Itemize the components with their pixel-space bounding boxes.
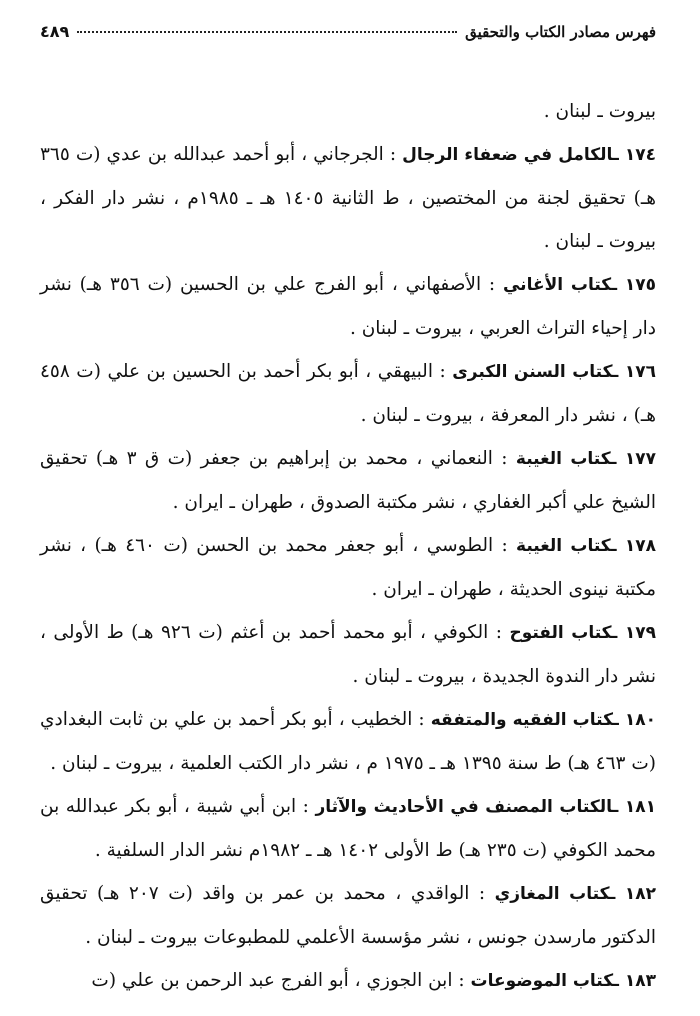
continued-line: بيروت ـ لبنان . <box>543 101 656 122</box>
page-number: ٤٨٩ <box>40 22 70 41</box>
bibliography-entry <box>40 959 656 1003</box>
bibliography-entry <box>40 698 656 785</box>
entry-number: ١٨١ ـ <box>612 797 656 817</box>
entry-title: كتاب الفتوح <box>509 623 612 643</box>
entry-number: ١٨٠ ـ <box>612 710 656 730</box>
entry-title: كتاب الغيبة <box>515 449 611 469</box>
bibliography-list <box>40 90 656 1003</box>
entry-details: : ابن الجوزي ، أبو الفرج عبد الرحمن بن علي (ت <box>91 970 465 991</box>
header-dot-leader <box>77 31 457 33</box>
bibliography-entry <box>40 524 656 611</box>
entry-title: كتاب الموضوعات <box>470 971 614 991</box>
entry-details: : الأصفهاني ، أبو الفرج علي بن الحسين (ت ٣٥٦ هـ) نشر دار إحياء التراث العربي ، بيروت ـ لبنان . <box>40 274 656 339</box>
entry-title: الكتاب المصنف في الأحاديث والآثار <box>315 797 613 817</box>
entry-details: : البيهقي ، أبو بكر أحمد بن الحسين بن علي (ت ٤٥٨ هـ) ، نشر دار المعرفة ، بيروت ـ لبنان . <box>40 361 656 426</box>
entry-details: : الجرجاني ، أبو أحمد عبدالله بن عدي (ت ٣٦٥ هـ) تحقيق لجنة من المختصين ، ط الثانية ١٤٠٥ هـ ـ ١٩٨٥م ، نشر دار الفكر ، بيروت ـ لبنان . <box>40 144 656 252</box>
entry-details: : الخطيب ، أبو بكر أحمد بن علي بن ثابت البغدادي (ت ٤٦٣ هـ) ط سنة ١٣٩٥ هـ ـ ١٩٧٥ م ، نشر دار الكتب العلمية ، بيروت ـ لبنان . <box>40 709 656 774</box>
bibliography-entry <box>40 437 656 524</box>
entry-details: : الطوسي ، أبو جعفر محمد بن الحسن (ت ٤٦٠ هـ) ، نشر مكتبة نينوى الحديثة ، طهران ـ ايران . <box>40 535 656 600</box>
entry-details: : الواقدي ، محمد بن عمر بن واقد (ت ٢٠٧ هـ) تحقيق الدكتور مارسدن جونس ، نشر مؤسسة الأعلمي للمطبوعات بيروت ـ لبنان . <box>40 883 656 948</box>
entry-number: ١٨٣ ـ <box>613 971 656 991</box>
entry-number: ١٧٥ ـ <box>611 275 657 295</box>
entry-title: كتاب الفقيه والمتفقه <box>430 710 613 730</box>
entry-details: : الكوفي ، أبو محمد أحمد بن أعثم (ت ٩٢٦ هـ) ط الأولى ، نشر دار الندوة الجديدة ، بيروت ـ لبنان . <box>40 622 656 687</box>
running-header <box>40 22 656 52</box>
entry-title: كتاب الغيبة <box>516 536 611 556</box>
entry-title: كتاب المغازي <box>494 884 610 904</box>
bibliography-entry <box>40 263 656 350</box>
entry-details: : النعماني ، محمد بن إبراهيم بن جعفر (ت ق ٣ هـ) تحقيق الشيخ علي أكبر الغفاري ، نشر مكتبة الصدوق ، طهران ـ ايران . <box>40 448 656 513</box>
bibliography-entry <box>40 611 656 698</box>
entry-title: كتاب السنن الكبرى <box>452 362 613 382</box>
bibliography-entry <box>40 872 656 959</box>
entry-number: ١٧٨ ـ <box>610 536 656 556</box>
entry-number: ١٧٤ ـ <box>612 145 656 165</box>
bibliography-entry <box>40 133 656 263</box>
entry-number: ١٨٢ ـ <box>609 884 656 904</box>
header-title: فهرس مصادر الكتاب والتحقيق <box>465 23 656 41</box>
entry-title: كتاب الأغاني <box>502 275 612 295</box>
entry-number: ١٧٦ ـ <box>612 362 657 382</box>
entry-number: ١٧٩ ـ <box>611 623 656 643</box>
bibliography-entry <box>40 350 656 437</box>
entry-details: : ابن أبي شيبة ، أبو بكر عبدالله بن محمد الكوفي (ت ٢٣٥ هـ) ط الأولى ١٤٠٢ هـ ـ ١٩٨٢م نشر الدار السلفية . <box>40 796 656 861</box>
entry-title: الكامل في ضعفاء الرجال <box>402 145 613 165</box>
entry-number: ١٧٧ ـ <box>610 449 656 469</box>
bibliography-entry <box>40 785 656 872</box>
